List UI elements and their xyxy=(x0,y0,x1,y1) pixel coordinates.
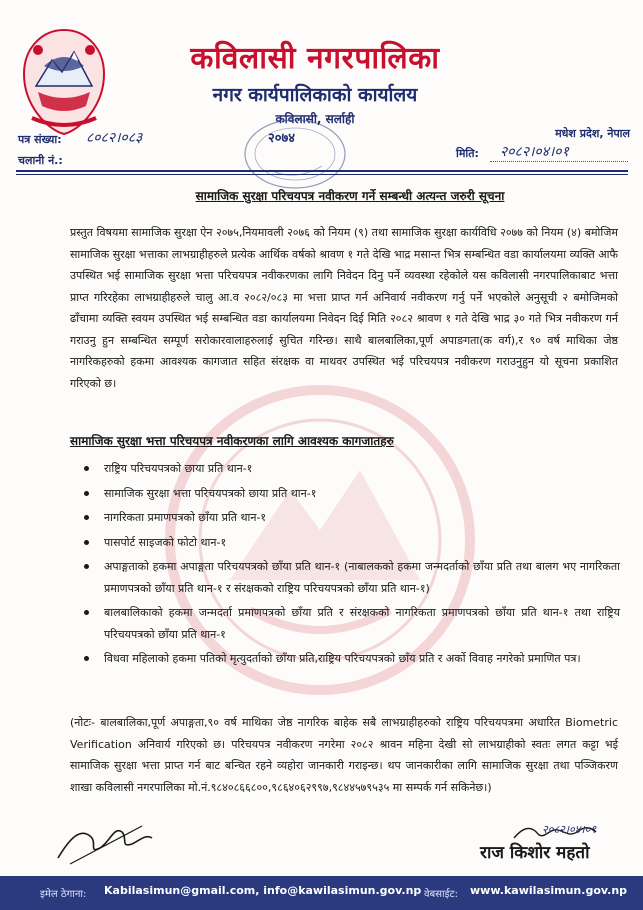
municipality-name: कविलासी नगरपालिका xyxy=(190,41,440,76)
bullet-icon xyxy=(84,491,89,496)
bullet-icon xyxy=(84,540,89,545)
notice-body: प्रस्तुत विषयमा सामाजिक सुरक्षा ऐन २०७५,नियमावली २०७६ को नियम (९) तथा सामाजिक सुरक्षा कार्यविधि २०७७ को नियम (४) बमोजिम सामाजिक सुरक्षा भत्ताका लाभग्राहीहरुले प्रत्येक आर्थिक वर्षको श्रावण १ गते देखि भाद्र मसान्त भित्र सम्बन्धित वडा कार्यालयमा व्यक्ति आफै उपस्थित भई सामाजिक सुरक्षा भत्ता परिचयपत्र नवीकरणका लागि निवेदन दिनु पर्ने व्यवस्था रहेकोले यस कविलासी नगरपालिकाबाट भत्ता प्राप्त गरिरहेका लाभग्राहीहरुले चालु आ.व २०८२/०८३ मा भत्ता प्राप्त गर्न अनिवार्य नवीकरण गर्नु पर्ने भएकोले अनुसूची २ बमोजिमको ढाँचामा व्यक्ति स्वयम उपस्थित भई सम्बन्धित वडा कार्यालयमा निवेदन दिई मिति २०८२ श्रावण १ गते देखि भाद्र ३० गते भित्र नवीकरण गर्न गराउनु हुन सम्बन्धित सम्पूर्ण सरोकारवालाहरुलाई सुचित गरिन्छ। साथै बालबालिका,पूर्ण अपाङगता(क वर्ग),र ९० वर्ष माथिका जेष्ठ नागरिकहरुको हकमा आवश्यक कागजात सहित संरक्षक वा माथवर उपस्थित भई परिचयपत्र नवीकरण गराउनुहुन यो सूचना प्रकाशित गरिएको छ। xyxy=(70,226,618,390)
documents-title: सामाजिक सुरक्षा भत्ता परिचयपत्र नवीकरणका लागि आवश्यक कागजातहरु xyxy=(70,434,394,448)
header-divider-thin xyxy=(16,174,628,175)
nepal-emblem-icon xyxy=(14,26,114,138)
date-label: मिति: xyxy=(456,147,479,160)
bullet-icon xyxy=(84,610,89,615)
email-label: इमेल ठेगाना: xyxy=(40,889,87,900)
signatory-name: राज किशोर महतो xyxy=(480,843,590,863)
list-item: विधवा महिलाको हकमा पतिको मृत्युदर्ताको छाँया प्रति,राष्ट्रिय परिचयपत्रको छाँय प्रति र अर्को विवाह नगरेको प्रमाणित पत्र। xyxy=(70,648,620,670)
bullet-icon xyxy=(84,564,89,569)
bullet-icon xyxy=(84,656,89,661)
list-item: बालबालिकाको हकमा जन्मदर्ता प्रमाणपत्रको छाँया प्रति र संरक्षकको नागरिकता प्रमाणपत्रको छाँया प्रति थान-१ तथा राष्ट्रिय परिचयपत्रको छाँया प्रति थान-१ xyxy=(70,602,620,645)
office-location: कविलासी, सर्लाही xyxy=(275,112,355,126)
footer-bar xyxy=(0,876,643,910)
bullet-icon xyxy=(84,515,89,520)
reference-label: पत्र संख्या: xyxy=(18,133,62,146)
header-divider xyxy=(16,170,628,172)
establishment-year: २०७४ xyxy=(268,131,296,146)
list-item: नागरिकता प्रमाणपत्रको छाँया प्रति थान-१ xyxy=(70,507,620,529)
office-name: नगर कार्यपालिकाको कार्यालय xyxy=(212,84,418,106)
signatory-block xyxy=(480,822,630,874)
website-label: वेबसाईट: xyxy=(424,889,458,900)
date-dotted-line xyxy=(490,161,628,162)
website-link[interactable]: www.kawilasimun.gov.np xyxy=(470,884,628,897)
list-item: सामाजिक सुरक्षा भत्ता परिचयपत्रको छाया प्रति थान-१ xyxy=(70,483,620,505)
office-stamp-icon xyxy=(240,114,350,194)
signature-icon xyxy=(50,808,160,868)
reference-number: ८०८२।०८३ xyxy=(86,130,143,146)
notice-subject: सामाजिक सुरक्षा परिचयपत्र नवीकरण गर्ने सम्बन्धी अत्यन्त जरुरी सूचना xyxy=(195,189,505,203)
notice-note: (नोटः- बालबालिका,पूर्ण अपाङ्गता,९० वर्ष माथिका जेष्ठ नागरिक बाहेक सबै लाभग्राहीहरुको राष्ट्रिय परिचयपत्रमा अधारित Biometric Verification अनिवार्य गरिएको छ। परिचयपत्र नवीकरण नगरेमा २०८२ श्रावन महिना देखी सो लाभग्राहीको स्वतः लगत कट्टा भई सामाजिक सुरक्षा भत्ता प्राप्त गर्न बाट बन्चित रहने व्यहोरा जानकारी गराइन्छ। थप जानकारीका लागि सामाजिक सुरक्षा तथा पञ्जिकरण शाखा कविलासी नगरपालिका मो.नं.९८४०८६६८००,९८६४०६२९९७,९८४४५७९५३५ मा सम्पर्क गर्न सकिनेछ।) xyxy=(70,716,618,794)
list-item: पासपोर्ट साइजको फोटो थान-१ xyxy=(70,532,620,554)
email-links[interactable]: Kabilasimun@gmail.com, info@kawilasimun.gov.np xyxy=(104,884,422,897)
list-item: अपाङ्गताको हकमा अपाङ्गता परिचयपत्रको छाँया प्रति थान-१ (नाबालकको हकमा जन्मदर्ताको छाँया प्रति तथा बालग भए नागरिकता प्रमाणपत्रको छाँया प्रति थान-१ र संरक्षकको राष्ट्रिय परिचयपत्रको छाँया प्रति थान-१) xyxy=(70,556,620,599)
bullet-icon xyxy=(84,466,89,471)
date-value: २०८२।०४।०१ xyxy=(500,144,569,160)
dispatch-label: चलानी नं.: xyxy=(18,154,63,167)
list-item: राष्ट्रिय परिचयपत्रको छाया प्रति थान-१ xyxy=(70,458,620,480)
documents-list xyxy=(70,458,620,673)
province-label: मधेश प्रदेश, नेपाल xyxy=(555,127,630,140)
signature-date: २०८२।०४।०१ xyxy=(542,823,597,836)
